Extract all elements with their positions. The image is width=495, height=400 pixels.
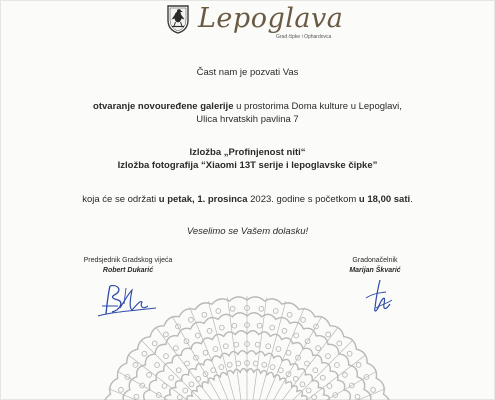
- event-time: u 18,00 sati: [358, 194, 411, 205]
- left-signatory-name: Robert Dukarić: [102, 267, 154, 274]
- event-location: u prostorima Doma kulture u Lepoglavi,: [233, 101, 402, 112]
- lace-pattern-image: [40, 296, 455, 400]
- left-signature-block: [68, 256, 188, 276]
- logo-tagline: Grad čipke i Ophardovca: [276, 34, 332, 40]
- left-signatory-title: Predsjednik Gradskog vijeća: [83, 257, 173, 264]
- date-text-3: .: [410, 194, 413, 205]
- exhibition-title-1: Izložba „Profinjenost niti“: [189, 147, 306, 158]
- logo-wordmark: Lepoglava: [198, 3, 344, 34]
- header-logo: [0, 0, 495, 50]
- right-signatory-name: Marijan Škvarić: [349, 267, 401, 274]
- address-line: Ulica hrvatskih pavlina 7: [196, 114, 299, 125]
- right-signature-block: [315, 256, 435, 276]
- date-text-1: koja će se održati: [82, 194, 159, 205]
- event-title: otvaranje novouređene galerije: [93, 101, 234, 112]
- date-text-2: 2023. godine s početkom: [247, 194, 359, 205]
- closing-line: Veselimo se Vašem dolasku!: [186, 226, 309, 237]
- exhibition-title-2: Izložba fotografija “Xiaomi 13T serije i lepoglavske čipke”: [117, 160, 378, 171]
- event-date: u petak, 1. prosinca: [158, 194, 248, 205]
- intro-line: Čast nam je pozvati Vas: [196, 67, 299, 78]
- right-signatory-title: Gradonačelnik: [352, 257, 398, 264]
- lace-fan-decoration: [40, 296, 455, 400]
- crest-eagle-icon: [166, 4, 190, 34]
- event-line: [0, 101, 495, 113]
- date-time-line: [0, 194, 495, 206]
